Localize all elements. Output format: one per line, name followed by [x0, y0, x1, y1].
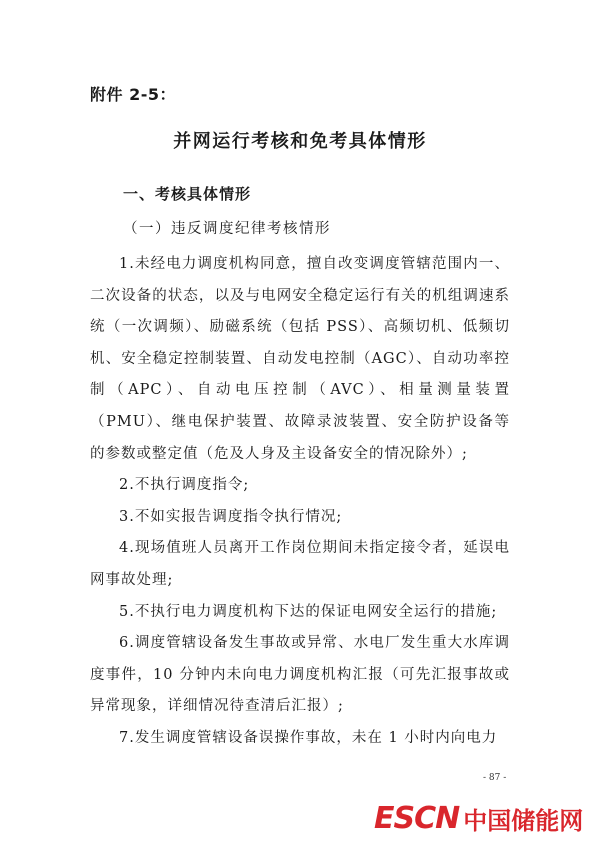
section-heading: 一、考核具体情形 — [123, 185, 252, 203]
body-text — [90, 249, 510, 755]
paragraph-item-5: 5.不执行电力调度机构下达的保证电网安全运行的措施; — [119, 603, 498, 620]
watermark-chinese: 中国储能网 — [463, 806, 584, 835]
paragraph-item-6: 6.调度管辖设备发生事故或异常、水电厂发生重大水库调度事件，10 分钟内未向电力调度机构汇报（可先汇报事故或异常现象，详细情况待查清后汇报）; — [90, 635, 510, 715]
attachment-label: 附件 2-5： — [90, 85, 176, 104]
subsection-heading: （一）违反调度纪律考核情形 — [123, 221, 331, 237]
paragraph-item-3: 3.不如实报告调度指令执行情况; — [119, 508, 343, 525]
paragraph-item-7: 7.发生调度管辖设备误操作事故，未在 1 小时内向电力 — [119, 729, 498, 746]
paragraph-item-2: 2.不执行调度指令; — [119, 477, 250, 494]
escn-watermark-logo — [374, 800, 583, 836]
document-title: 并网运行考核和免考具体情形 — [173, 131, 427, 152]
paragraph-item-1: 1.未经电力调度机构同意，擅自改变调度管辖范围内一、二次设备的状态，以及与电网安全稳定运行有关的机组调速系统（一次调频）、励磁系统（包括 PSS）、高频切机、低频切机、安全稳定控制装置、自动发电控制（AGC）、自动功率控制（APC）、自动电压控制（AVC）、相量测量装置（PMU）、继电保护装置、故障录波装置、安全防护设备等的参数或整定值（危及人身及主设备安全的情况除外）; — [90, 256, 510, 462]
paragraph-item-4: 4.现场值班人员离开工作岗位期间未指定接令者，延误电网事故处理; — [90, 540, 510, 588]
page-number: - 87 - — [483, 773, 507, 783]
watermark-latin: ESCN — [374, 800, 460, 836]
